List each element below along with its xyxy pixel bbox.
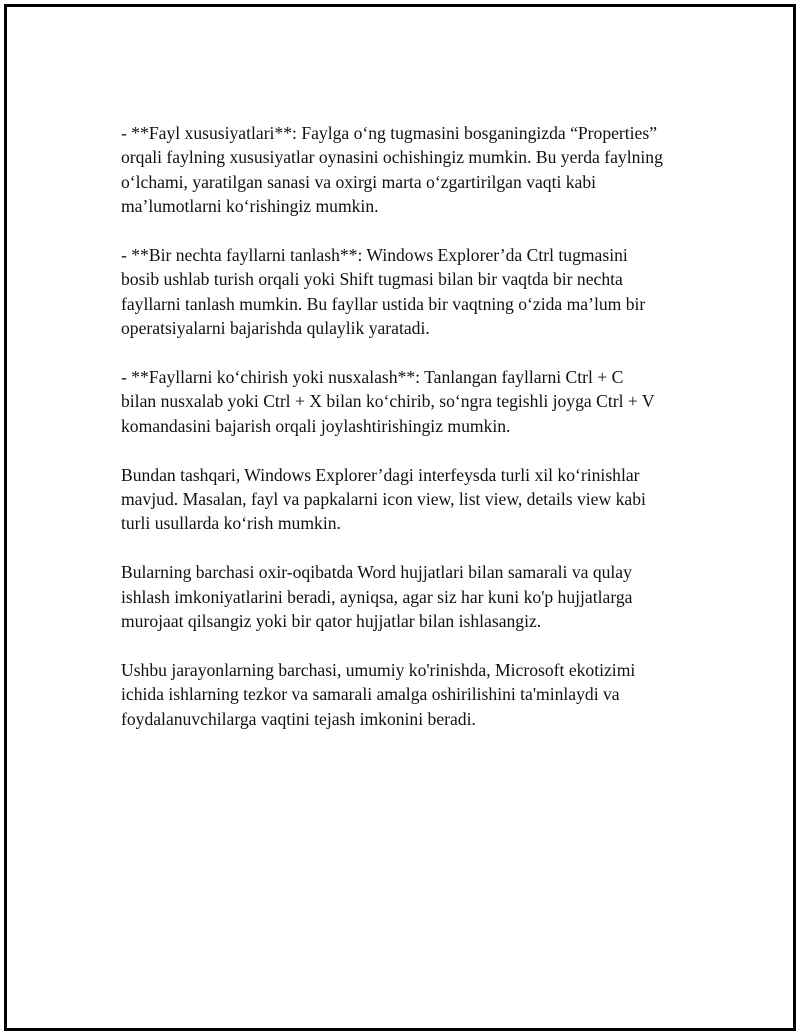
paragraph-select-multiple-files [121, 243, 701, 341]
text-line: maʼlumotlarni koʻrishingiz mumkin. [121, 196, 379, 217]
text-line: - **Bir nechta fayllarni tanlash**: Windows Explorer’da Ctrl tugmasini [121, 245, 628, 266]
document-page [4, 4, 796, 1031]
text-line: - **Fayl xususiyatlari**: Faylga oʻng tugmasini bosganingizda “Properties” [121, 123, 658, 143]
text-line: Bularning barchasi oxir-oqibatda Word hujjatlari bilan samarali va qulay [121, 562, 632, 583]
text-line: Bundan tashqari, Windows Explorer’dagi interfeysda turli xil koʻrinishlar [121, 464, 640, 485]
text-line: murojaat qilsangiz yoki bir qator hujjatlar bilan ishlasangiz. [121, 611, 542, 632]
paragraph-explorer-views [121, 463, 701, 536]
paragraph-microsoft-ecosystem [121, 658, 701, 731]
text-line: foydalanuvchilarga vaqtini tejash imkonini beradi. [121, 708, 476, 729]
text-line: ichida ishlarning tezkor va samarali amalga oshirilishini ta'minlaydi va [121, 684, 620, 705]
text-line: ishlash imkoniyatlarini beradi, ayniqsa, agar siz har kuni ko'p hujjatlarga [121, 586, 633, 607]
text-line: operatsiyalarni bajarishda qulaylik yaratadi. [121, 318, 430, 339]
text-line: mavjud. Masalan, fayl va papkalarni icon view, list view, details view kabi [121, 489, 646, 510]
text-line: orqali faylning xususiyatlar oynasini ochishingiz mumkin. Bu yerda faylning [121, 147, 663, 168]
text-line: bosib ushlab turish orqali yoki Shift tugmasi bilan bir vaqtda bir nechta [121, 269, 623, 290]
paragraph-word-documents [121, 560, 701, 633]
text-line: turli usullarda koʻrish mumkin. [121, 513, 341, 534]
paragraph-copy-move-files [121, 365, 701, 438]
text-line: komandasini bajarish orqali joylashtirishingiz mumkin. [121, 415, 511, 436]
text-line: - **Fayllarni koʻchirish yoki nusxalash**: Tanlangan fayllarni Ctrl + C [121, 367, 624, 388]
text-line: bilan nusxalab yoki Ctrl + X bilan koʻchirib, soʻngra tegishli joyga Ctrl + V [121, 391, 655, 412]
text-line: oʻlchami, yaratilgan sanasi va oxirgi marta oʻzgartirilgan vaqti kabi [121, 171, 597, 192]
text-line: Ushbu jarayonlarning barchasi, umumiy ko'rinishda, Microsoft ekotizimi [121, 659, 636, 680]
text-line: fayllarni tanlash mumkin. Bu fayllar ustida bir vaqtning oʻzida maʼlum bir [121, 293, 646, 314]
paragraph-file-properties [121, 121, 701, 219]
document-body [121, 121, 701, 755]
